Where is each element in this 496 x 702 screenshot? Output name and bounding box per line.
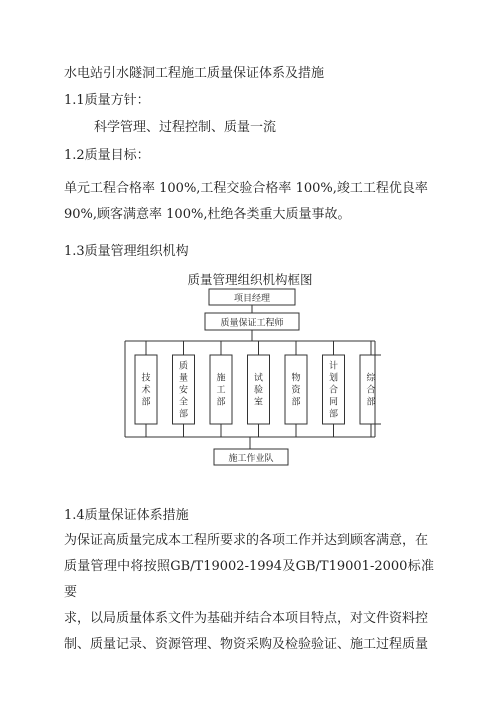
department-label: 技术部 [141, 373, 151, 408]
department-label: 试验室 [253, 373, 264, 408]
quality-target-line-2: 90%,顾客满意率 100%,杜绝各类重大质量事故。 [64, 207, 351, 222]
measures-line-1: 为保证高质量完成本工程所要求的各项工作并达到顾客满意，在 [64, 533, 429, 548]
department-label: 施工部 [216, 373, 226, 408]
department-label: 物资部 [291, 373, 301, 408]
department-label: 计划合同部 [328, 361, 339, 420]
measures-line-2: 质量管理中将按照GB/T19002-1994及GB/T19001-2000标准要 [64, 559, 434, 600]
quality-target-line-1: 单元工程合格率 100%,工程交验合格率 100%,竣工工程优良率 [64, 181, 428, 196]
section-1-1-heading: 1.1质量方针： [64, 93, 150, 108]
section-1-3-heading: 1.3质量管理组织机构 [64, 244, 189, 259]
org-chart [119, 270, 381, 476]
document-title: 水电站引水隧洞工程施工质量保证体系及措施 [64, 66, 325, 81]
department-row [135, 341, 381, 437]
project-manager-label: 项目经理 [233, 294, 271, 304]
construction-team-label: 施工作业队 [228, 454, 274, 464]
section-1-4-heading: 1.4质量保证体系措施 [64, 508, 189, 523]
section-1-2-heading: 1.2质量目标： [64, 148, 150, 163]
measures-line-4: 制、质量记录、资源管理、物资采购及检验验证、施工过程质量 [64, 637, 429, 652]
measures-paragraph [64, 528, 434, 658]
measures-line-3: 求，以局质量体系文件为基础并结合本项目特点，对文件资料控 [64, 611, 429, 626]
quality-policy-text: 科学管理、过程控制、质量一流 [94, 120, 277, 135]
department-label: 质量安全部 [178, 361, 189, 420]
department-label: 综合部 [366, 373, 376, 408]
quality-engineer-label: 质量保证工程师 [220, 318, 284, 329]
org-chart-title: 质量管理组织机构框图 [187, 272, 313, 287]
